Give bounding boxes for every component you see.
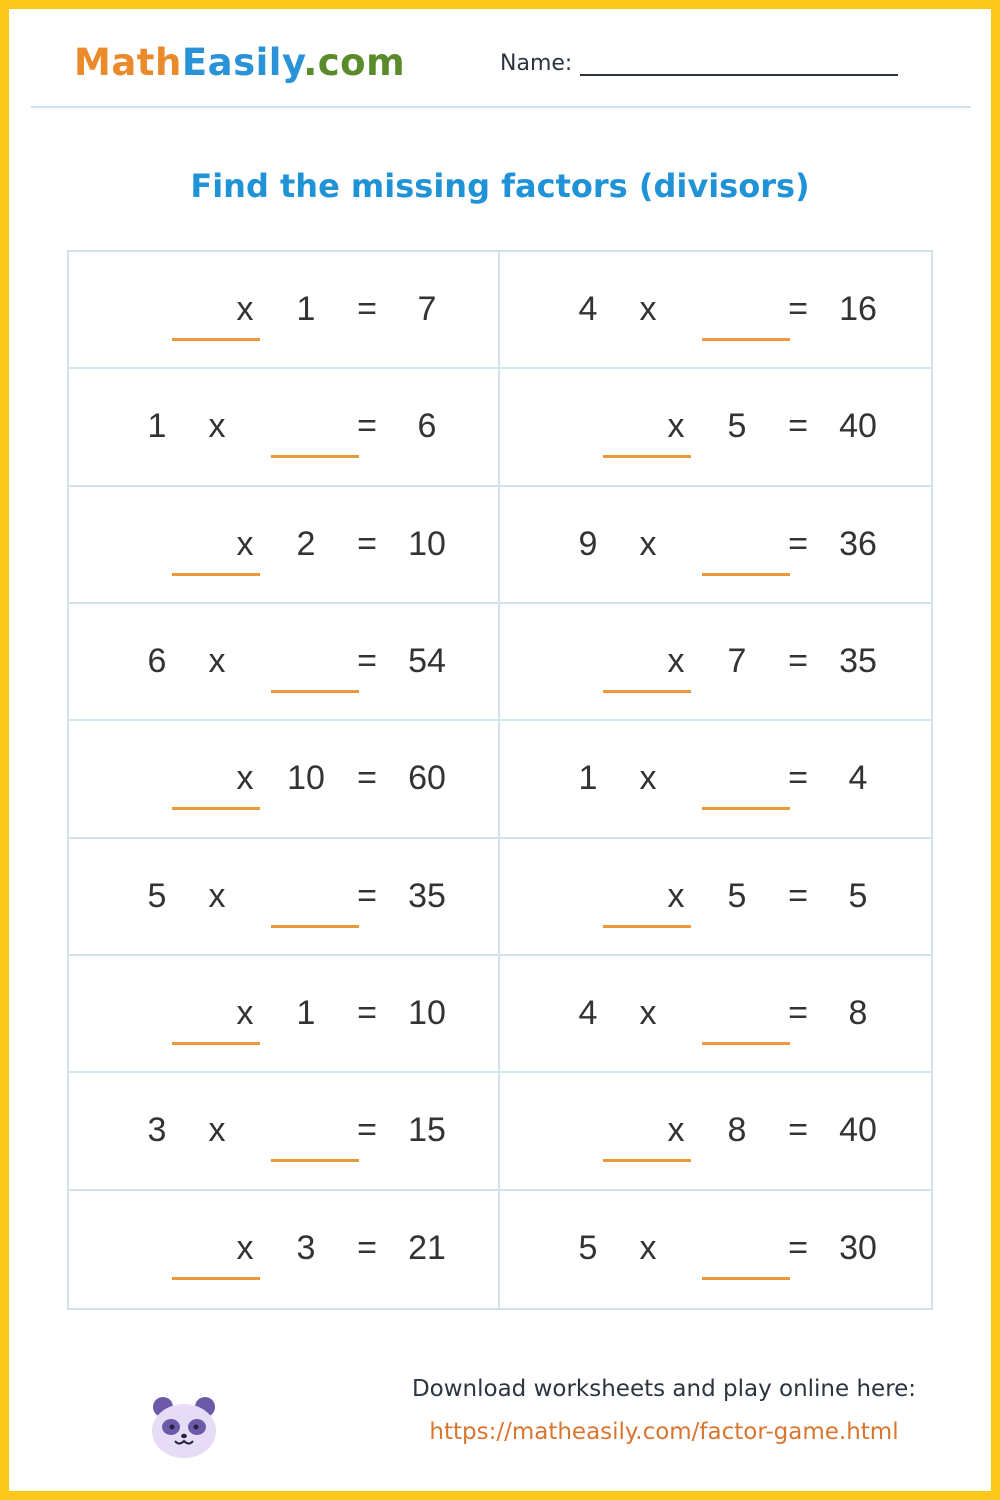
times-sign: x	[236, 524, 254, 563]
footer-text: Download worksheets and play online here:	[411, 1376, 917, 1402]
factor: 6	[147, 642, 167, 680]
times-sign: x	[667, 1111, 685, 1150]
problem-cell	[500, 252, 931, 369]
answer-blank[interactable]	[702, 1277, 790, 1280]
product: 35	[839, 642, 877, 680]
problem-cell	[69, 252, 500, 369]
problem-cell	[69, 369, 500, 486]
factor: 3	[296, 1228, 316, 1267]
footer-link[interactable]: https://matheasily.com/factor-game.html	[429, 1419, 899, 1445]
times-sign: x	[208, 407, 226, 446]
product: 36	[839, 524, 877, 563]
product: 7	[417, 290, 437, 328]
equals-sign: =	[788, 407, 808, 446]
worksheet-title: Find the missing factors (divisors)	[190, 167, 810, 205]
factor: 1	[147, 407, 167, 446]
equals-sign: =	[357, 1228, 377, 1267]
answer-blank[interactable]	[603, 925, 691, 928]
answer-blank[interactable]	[603, 690, 691, 693]
logo-com: .com	[303, 41, 406, 84]
product: 8	[848, 994, 868, 1032]
equals-sign: =	[788, 994, 808, 1032]
answer-blank[interactable]	[172, 1042, 260, 1045]
problem-cell	[500, 956, 931, 1073]
times-sign: x	[236, 759, 254, 798]
header-divider	[31, 106, 971, 108]
times-sign: x	[639, 524, 657, 563]
product: 4	[848, 759, 868, 798]
equals-sign: =	[788, 290, 808, 328]
equals-sign: =	[357, 759, 377, 798]
problem-cell	[69, 839, 500, 956]
problem-cell	[500, 839, 931, 956]
times-sign: x	[236, 290, 254, 328]
product: 35	[408, 876, 446, 915]
product: 10	[408, 994, 446, 1032]
problem-cell	[69, 487, 500, 604]
factor: 3	[147, 1111, 167, 1150]
answer-blank[interactable]	[271, 925, 359, 928]
equals-sign: =	[788, 1228, 808, 1267]
answer-blank[interactable]	[172, 807, 260, 810]
equals-sign: =	[788, 524, 808, 563]
times-sign: x	[208, 1111, 226, 1150]
equals-sign: =	[788, 876, 808, 915]
times-sign: x	[667, 407, 685, 446]
product: 60	[408, 759, 446, 798]
logo-easily: Easily	[181, 41, 304, 84]
product: 5	[848, 876, 868, 915]
product: 15	[408, 1111, 446, 1150]
answer-blank[interactable]	[603, 455, 691, 458]
equals-sign: =	[357, 642, 377, 680]
problem-cell	[69, 1191, 500, 1308]
product: 6	[417, 407, 437, 446]
factor: 4	[578, 994, 598, 1032]
answer-blank[interactable]	[603, 1159, 691, 1162]
answer-blank[interactable]	[271, 690, 359, 693]
factor: 2	[296, 524, 316, 563]
factor: 5	[147, 876, 167, 915]
problem-cell	[500, 487, 931, 604]
equals-sign: =	[357, 876, 377, 915]
factor: 9	[578, 524, 598, 563]
times-sign: x	[236, 1228, 254, 1267]
answer-blank[interactable]	[271, 1159, 359, 1162]
product: 10	[408, 524, 446, 563]
equals-sign: =	[357, 994, 377, 1032]
factor: 5	[727, 876, 747, 915]
factor: 10	[287, 759, 325, 798]
problem-cell	[69, 956, 500, 1073]
times-sign: x	[639, 759, 657, 798]
answer-blank[interactable]	[271, 455, 359, 458]
answer-blank[interactable]	[172, 338, 260, 341]
times-sign: x	[639, 994, 657, 1032]
factor: 7	[727, 642, 747, 680]
equals-sign: =	[788, 642, 808, 680]
problem-cell	[500, 604, 931, 721]
factor: 1	[578, 759, 598, 798]
times-sign: x	[208, 876, 226, 915]
equals-sign: =	[357, 290, 377, 328]
times-sign: x	[667, 876, 685, 915]
factor: 8	[727, 1111, 747, 1150]
problem-cell	[69, 721, 500, 838]
answer-blank[interactable]	[172, 573, 260, 576]
panda-icon	[149, 1395, 219, 1459]
problem-cell	[69, 1073, 500, 1190]
problem-grid	[67, 250, 933, 1310]
factor: 5	[578, 1228, 598, 1267]
factor: 5	[727, 407, 747, 446]
product: 40	[839, 407, 877, 446]
product: 21	[408, 1228, 446, 1267]
site-logo	[74, 41, 405, 84]
name-label: Name:	[500, 51, 573, 76]
problem-cell	[500, 1191, 931, 1308]
times-sign: x	[236, 994, 254, 1032]
answer-blank[interactable]	[702, 807, 790, 810]
times-sign: x	[639, 1228, 657, 1267]
times-sign: x	[639, 290, 657, 328]
factor: 1	[296, 290, 316, 328]
equals-sign: =	[357, 524, 377, 563]
equals-sign: =	[788, 759, 808, 798]
equals-sign: =	[788, 1111, 808, 1150]
product: 16	[839, 290, 877, 328]
factor: 4	[578, 290, 598, 328]
name-input-line[interactable]	[580, 52, 898, 76]
product: 54	[408, 642, 446, 680]
times-sign: x	[208, 642, 226, 680]
factor: 1	[296, 994, 316, 1032]
equals-sign: =	[357, 407, 377, 446]
answer-blank[interactable]	[702, 1042, 790, 1045]
problem-cell	[500, 1073, 931, 1190]
product: 40	[839, 1111, 877, 1150]
problem-cell	[69, 604, 500, 721]
answer-blank[interactable]	[702, 573, 790, 576]
answer-blank[interactable]	[172, 1277, 260, 1280]
times-sign: x	[667, 642, 685, 680]
name-field	[500, 51, 898, 76]
problem-cell	[500, 369, 931, 486]
logo-math: Math	[74, 41, 182, 84]
equals-sign: =	[357, 1111, 377, 1150]
product: 30	[839, 1228, 877, 1267]
problem-cell	[500, 721, 931, 838]
answer-blank[interactable]	[702, 338, 790, 341]
